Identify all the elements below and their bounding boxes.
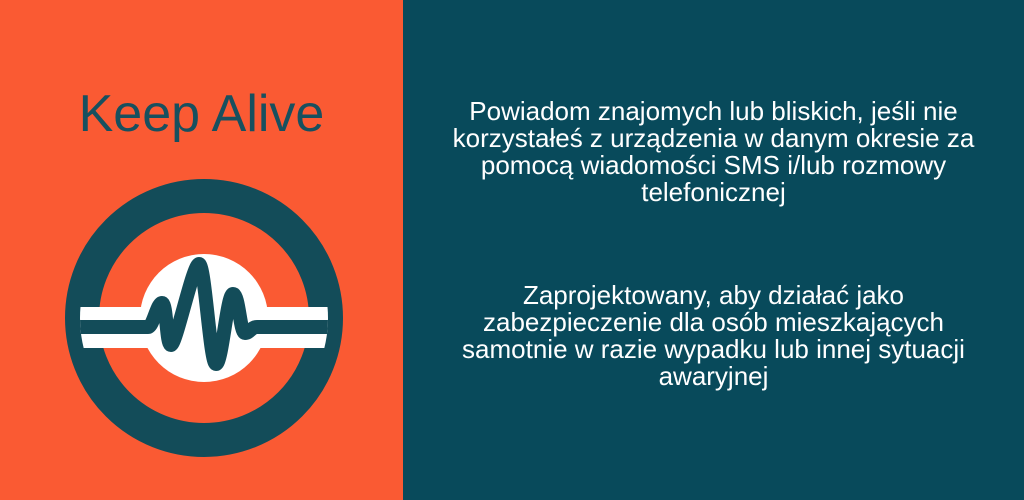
paragraph-2-line-2: zabezpieczenie dla osób mieszkających	[482, 307, 945, 337]
pulse-heartbeat-logo-icon	[60, 174, 348, 462]
feature-paragraph-2	[403, 282, 1024, 390]
paragraph-1-line-2: korzystałeś z urządzenia w danym okresie za	[452, 123, 975, 153]
left-panel	[0, 0, 403, 500]
paragraph-1-line-3: pomocą wiadomości SMS i/lub rozmowy	[480, 150, 947, 180]
paragraph-1-line-4: telefonicznej	[641, 177, 786, 207]
paragraph-2-line-4: awaryjnej	[658, 361, 769, 391]
feature-paragraph-1	[403, 98, 1024, 206]
paragraph-2-line-3: samotnie w razie wypadku lub innej sytuacji	[462, 334, 965, 364]
app-title: Keep Alive	[78, 85, 325, 143]
paragraph-1-line-1: Powiadom znajomych lub bliskich, jeśli nie	[469, 96, 958, 126]
right-panel	[403, 0, 1024, 500]
paragraph-2-line-1: Zaprojektowany, aby działać jako	[522, 280, 905, 310]
